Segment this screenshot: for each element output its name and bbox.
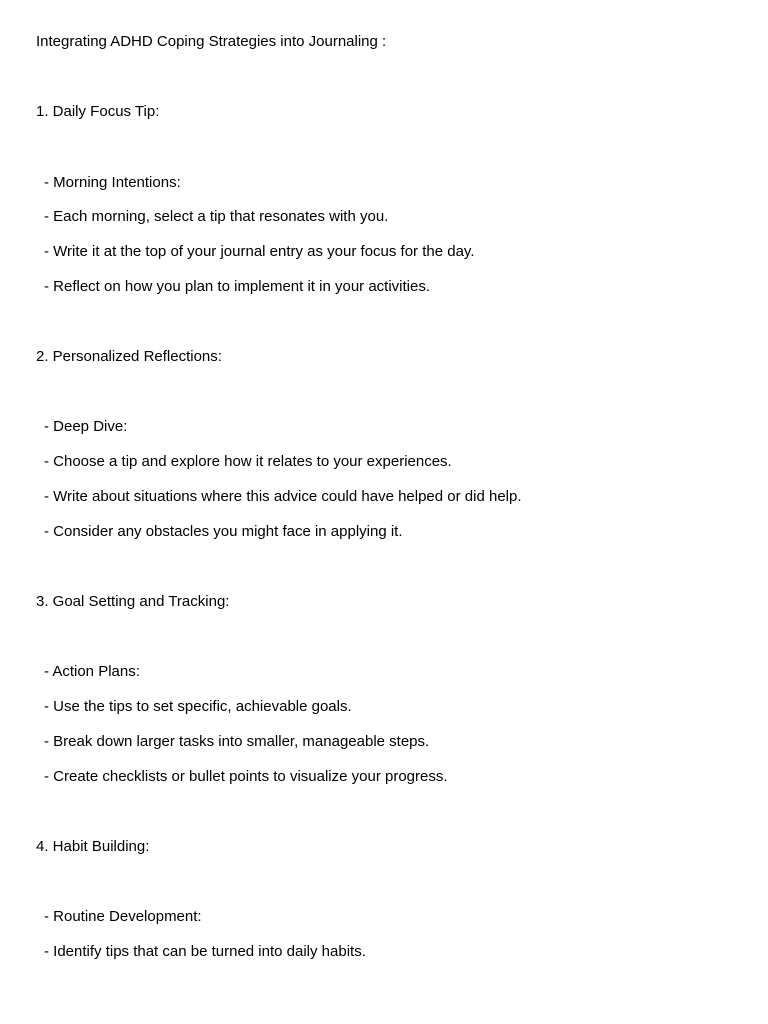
section-subheading: - Morning Intentions:	[44, 174, 181, 191]
document-title: Integrating ADHD Coping Strategies into Journaling :	[36, 33, 387, 50]
list-item: - Write it at the top of your journal entry as your focus for the day.	[44, 243, 475, 260]
list-item: - Break down larger tasks into smaller, manageable steps.	[44, 733, 430, 750]
list-item: - Reflect on how you plan to implement it in your activities.	[44, 278, 431, 295]
list-item: - Write about situations where this advice could have helped or did help.	[44, 488, 522, 505]
list-item: - Choose a tip and explore how it relates to your experiences.	[44, 453, 452, 470]
section-subheading: - Action Plans:	[44, 663, 140, 680]
list-item: - Consider any obstacles you might face in applying it.	[44, 523, 403, 540]
section-heading: 4. Habit Building:	[36, 838, 150, 855]
list-item: - Create checklists or bullet points to visualize your progress.	[44, 768, 448, 785]
section-subheading: - Routine Development:	[44, 908, 202, 925]
section-heading: 3. Goal Setting and Tracking:	[36, 593, 230, 610]
section-subheading: - Deep Dive:	[44, 418, 128, 435]
section-heading: 2. Personalized Reflections:	[36, 348, 222, 365]
section-heading: 1. Daily Focus Tip:	[36, 103, 160, 120]
list-item: - Use the tips to set specific, achievable goals.	[44, 698, 352, 715]
list-item: - Identify tips that can be turned into daily habits.	[44, 943, 366, 960]
list-item: - Each morning, select a tip that resonates with you.	[44, 208, 389, 225]
